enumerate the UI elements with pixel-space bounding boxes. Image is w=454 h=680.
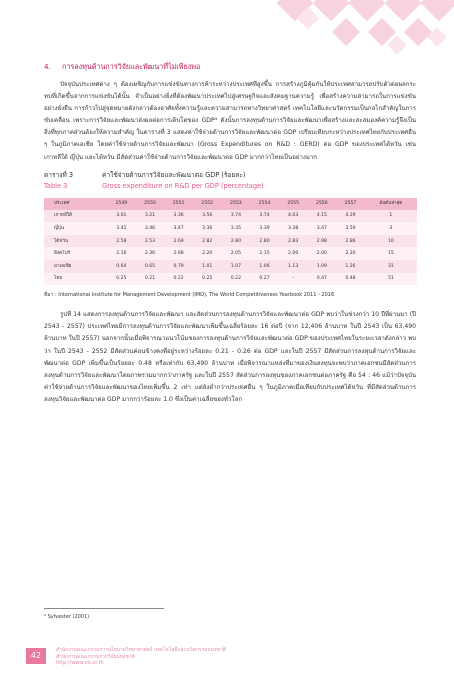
table-cell: 2.16 — [107, 247, 136, 260]
table-cell: 1.07 — [222, 260, 251, 273]
table-cell: 0.25 — [193, 273, 222, 286]
table-cell: มาเลเซีย — [44, 260, 107, 273]
table-cell: ไทย — [44, 273, 107, 286]
header-cell: ประเทศ — [44, 198, 107, 210]
table-cell: 0.48 — [336, 273, 365, 286]
table-cell: 3.46 — [136, 222, 165, 235]
table-cell: 4.03 — [279, 210, 308, 223]
paragraph-1-text: ปัจจุบันประเทศต่าง ๆ ต้องเผชิญกับการแข่งขันทางการค้าระหว่างประเทศที่สูงขึ้น การสร้างภูมิคุ้มกันให้ประเทศสามารถปรับตัวต่อผลกระทบที่เกิดขึ้นจากการแข่งขันได้นั้น จำเป็นอย่างยิ่งที่ต้องพัฒนาประเทศไปสู่เศรษฐกิจและสังคมฐานความรู้ เพื่อสร้างความสามารถในการแข่งขันอย่างยั่งยืน การก้าวไปสู่จุดหมายดังกล่าวต้องอาศัยทั้งความรู้และความสามารถทางวิทยาศาสตร์ เทคโนโลยีและนวัตกรรมเป็นกลไกสำคัญในการขับเคลื่อน เพราะการวิจัยและพัฒนาส่งผลต่อการเติบโตของ GDP⁴ ดังนั้นการลงทุนด้านการวิจัยและพัฒนาเพื่อสร้างและสะสมองค์ความรู้จึงเป็นสิ่งที่ทุกภาคส่วนต้องให้ความสำคัญ ในตารางที่ 3 แสดงค่าใช้จ่ายด้านการวิจัยและพัฒนาต่อ GDP เปรียบเทียบระหว่างประเทศไทยกับประเทศอื่น ๆ ในภูมิภาคเอเชีย โดยค่าใช้จ่ายด้านการวิจัยและพัฒนา (Gross Expenditures on R&D : GERD) ต่อ GDP ของประเทศไต้หวัน เช่น เกาหลีใต้ ญี่ปุ่น และไต้หวัน มีสัดส่วนค่าใช้จ่ายด้านการวิจัยและพัฒนาต่อ GDP มากกว่าไทยเป็นอย่างมาก — [44, 81, 416, 161]
table-cell: 2.15 — [250, 247, 279, 260]
table-cell: 31 — [365, 260, 417, 273]
table-cell: 2.86 — [336, 235, 365, 248]
table-cell: 2.20 — [193, 247, 222, 260]
table-cell: 0.22 — [164, 273, 193, 286]
table-cell: 0.25 — [107, 273, 136, 286]
footer-website-link[interactable]: http://www.sti.or.th — [56, 660, 104, 667]
table-cell: 3.47 — [307, 222, 336, 235]
table-cell: 0.64 — [107, 260, 136, 273]
table-cell: 2.20 — [336, 247, 365, 260]
table-cell: 3.56 — [193, 210, 222, 223]
paragraph-2 — [44, 309, 416, 406]
table-cell: 15 — [365, 247, 417, 260]
header-cell: อันดับล่าสุด — [365, 198, 417, 210]
header-cell: 2554 — [250, 198, 279, 210]
table-cell: 3.59 — [336, 222, 365, 235]
paragraph-2-text: รูปที่ 14 แสดงการลงทุนด้านการวิจัยและพัฒนา และสัดส่วนการลงทุนด้านการวิจัยและพัฒนาต่อ GDP พบว่าในช่วงกว่า 10 ปีที่ผ่านมา (ปี 2543 - 2557) ประเทศไทยมีการลงทุนด้านการวิจัยและพัฒนาเพิ่มขึ้นเฉลี่ยร้อยละ 16 ต่อปี (จาก 12,406 ล้านบาท ในปี 2543 เป็น 63,490 ล้านบาท ในปี 2557) นอกจากนั้นเมื่อพิจารณาแนวโน้มของการลงทุนด้านการวิจัยและพัฒนาต่อ GDP ของประเทศไทยในระยะเวลาดังกล่าว พบว่า ในปี 2543 - 2552 มีสัดส่วนค่อนข้างคงที่อยู่ระหว่างร้อยละ 0.21 - 0.26 ต่อ GDP และในปี 2557 มีสัดส่วนการลงทุนด้านการวิจัยและพัฒนาต่อ GDP เพิ่มขึ้นเป็นร้อยละ 0.48 หรือเท่ากับ 63,490 ล้านบาท เมื่อพิจารณาแหล่งที่มาของเงินลงทุนจะพบว่าภาคเอกชนมีสัดส่วนการลงทุนด้านการวิจัยและพัฒนาโดยภาพรวมมากกว่าภาครัฐ และในปี 2557 สัดส่วนการลงทุนของภาคเอกชนต่อภาครัฐ คือ 54 : 46 แม้ว่าปัจจุบันค่าใช้จ่ายด้านการวิจัยและพัฒนาของไทยเพิ่มขึ้น 2 เท่า แต่ยังต่ำกว่าประเทศอื่น ๆ ในภูมิภาคเมื่อเทียบกับประเทศไต้หวัน ที่มีสัดส่วนด้านการลงทุนวิจัยและพัฒนาต่อ GDP มากกว่าร้อยละ 1.0 ซึ่งเป็นค่าเฉลี่ยของทั่วโลก — [44, 311, 416, 403]
table-cell: สิงคโปร์ — [44, 247, 107, 260]
table-cell: ไต้หวัน — [44, 235, 107, 248]
table-row — [44, 273, 417, 286]
table-cell: 3.74 — [250, 210, 279, 223]
table-cell: 2.58 — [107, 235, 136, 248]
table-cell: เกาหลีใต้ — [44, 210, 107, 223]
header-cell: 2557 — [336, 198, 365, 210]
table-cell: 3.01 — [107, 210, 136, 223]
table-cell: 2.00 — [279, 247, 308, 260]
header-cell: 2555 — [279, 198, 308, 210]
table-cell: ญี่ปุ่น — [44, 222, 107, 235]
section-title: การลงทุนด้านการวิจัยและพัฒนาที่ไม่เพียงพอ — [62, 62, 201, 71]
table-cell: 0.27 — [250, 273, 279, 286]
page-content — [44, 62, 416, 406]
table-cell: 1.13 — [279, 260, 308, 273]
table-cell: 2.68 — [164, 247, 193, 260]
header-cell: 2553 — [222, 198, 251, 210]
page-number: 42 — [26, 648, 46, 664]
paragraph-1 — [44, 79, 416, 164]
table-cell: 2.83 — [279, 235, 308, 248]
table-cell: 1.09 — [307, 260, 336, 273]
table-cell: 3.36 — [164, 210, 193, 223]
table-cell: 3.36 — [193, 222, 222, 235]
table-caption-english — [44, 181, 416, 192]
section-heading — [44, 62, 416, 73]
header-cell: 2551 — [164, 198, 193, 210]
table-cell: 10 — [365, 235, 417, 248]
table-cell: 3.41 — [107, 222, 136, 235]
table-caption-thai — [44, 170, 416, 181]
table-label-thai: ตารางที่ 3 — [44, 170, 74, 179]
table-cell: 2.00 — [307, 247, 336, 260]
table-cell: 2.69 — [164, 235, 193, 248]
table-cell: 0.21 — [136, 273, 165, 286]
table-cell: 2.98 — [307, 235, 336, 248]
table-cell: 2.80 — [250, 235, 279, 248]
header-cell: 2550 — [136, 198, 165, 210]
table-row — [44, 260, 417, 273]
table-cell: 3.21 — [136, 210, 165, 223]
table-cell: 0.47 — [307, 273, 336, 286]
table-cell: 51 — [365, 273, 417, 286]
table-cell: 1.01 — [193, 260, 222, 273]
table-cell: 0.79 — [164, 260, 193, 273]
table-source-note: ที่มา : International Institute for Management Development (IMD), The World Competitiveness Yearbook 2011 - 2016 — [44, 292, 335, 299]
table-row — [44, 210, 417, 223]
table-cell: 2.36 — [136, 247, 165, 260]
table-cell: 1.06 — [250, 260, 279, 273]
table-header-row — [44, 198, 417, 210]
footnote: ⁴ Sylvester (2001) — [44, 614, 90, 620]
header-cell: 2552 — [193, 198, 222, 210]
table-row — [44, 247, 417, 260]
table-cell: 3.38 — [279, 222, 308, 235]
table-cell: 0.22 — [222, 273, 251, 286]
table-cell: 3.47 — [164, 222, 193, 235]
table-cell: 3.35 — [222, 222, 251, 235]
footer-org-line-1: สำนักงานคณะกรรมการนโยบายวิทยาศาสตร์ เทคโนโลยีและนวัตกรรมแห่งชาติ — [56, 647, 226, 653]
page-footer — [56, 647, 226, 667]
table-title-thai: ค่าใช้จ่ายด้านการวิจัยและพัฒนาต่อ GDP (ร้อยละ) — [102, 170, 246, 179]
table-label-english: Table 3 — [44, 181, 68, 190]
footer-org-line-2: สำนักงานคณะกรรมการวิจัยแห่งชาติ — [56, 653, 135, 660]
table-title-english: Gross expenditure on R&D per GDP (percentage) — [102, 181, 264, 190]
table-cell: 1 — [365, 210, 417, 223]
section-number: 4. — [44, 62, 51, 71]
table-cell: 4.15 — [307, 210, 336, 223]
table-cell: - — [279, 273, 308, 286]
table-cell: 2.53 — [136, 235, 165, 248]
table-row — [44, 235, 417, 248]
table-cell: 0.65 — [136, 260, 165, 273]
table-cell: 3.39 — [250, 222, 279, 235]
header-cell: 2549 — [107, 198, 136, 210]
table-cell: 3 — [365, 222, 417, 235]
table-cell: 2.05 — [222, 247, 251, 260]
rd-expenditure-table — [44, 198, 417, 286]
table-cell: 4.29 — [336, 210, 365, 223]
table-cell: 1.26 — [336, 260, 365, 273]
header-cell: 2556 — [307, 198, 336, 210]
footnote-divider — [44, 608, 164, 609]
table-row — [44, 222, 417, 235]
table-cell: 3.74 — [222, 210, 251, 223]
table-cell: 2.82 — [193, 235, 222, 248]
table-cell: 2.80 — [222, 235, 251, 248]
